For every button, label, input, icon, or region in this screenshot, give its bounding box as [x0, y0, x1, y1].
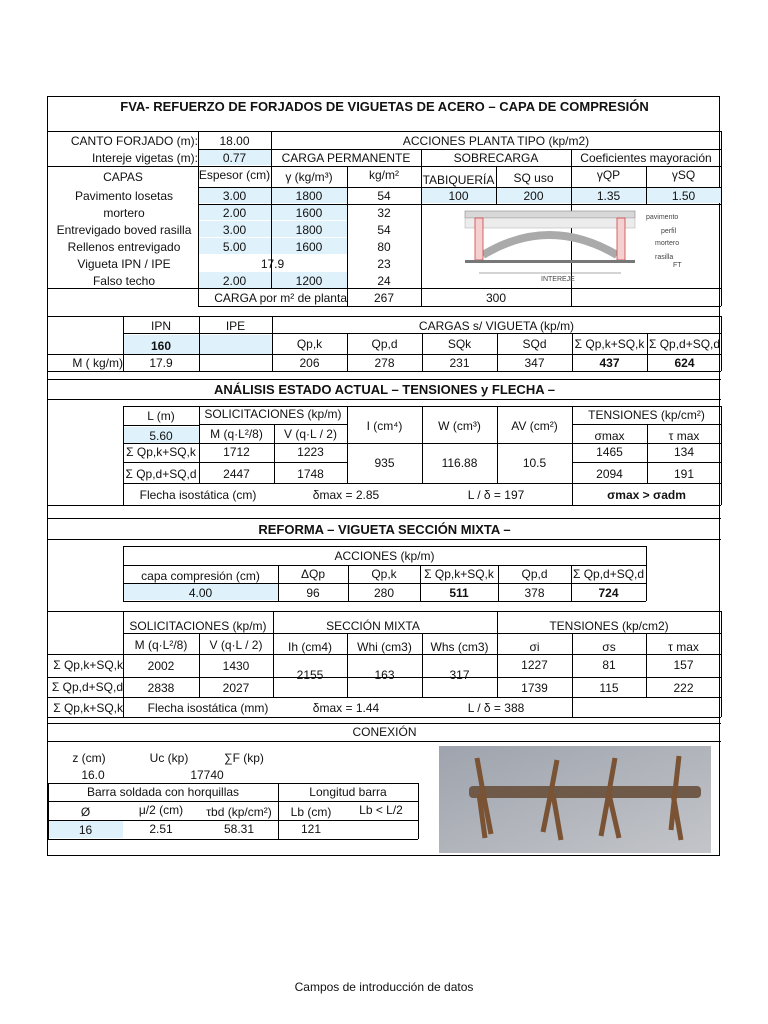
- grid-line: [123, 546, 646, 547]
- w-head: W (cm³): [438, 419, 481, 433]
- grid-line: [48, 316, 721, 317]
- grid-line: [123, 425, 199, 426]
- grid-line: [721, 131, 722, 306]
- gsq-head: γSQ: [671, 168, 696, 182]
- layer-espesor[interactable]: 2.00: [222, 274, 247, 288]
- ipn-head: IPN: [150, 319, 171, 333]
- diagram-label: INTEREJE: [541, 276, 575, 283]
- layer-kg: 32: [377, 206, 391, 220]
- av-head: AV (cm²): [511, 419, 558, 433]
- grid-line: [347, 633, 348, 697]
- whs-head: Whs (cm3): [430, 640, 489, 654]
- gqp-head: γQP: [596, 168, 621, 182]
- grid-line: [646, 166, 647, 204]
- grid-line: [123, 583, 646, 584]
- analisis-value: 1465: [596, 445, 623, 459]
- analisis-value: 1712: [223, 445, 250, 459]
- diagram-label: FT: [673, 262, 682, 269]
- whi-head: Whi (cm3): [357, 640, 412, 654]
- squso-value[interactable]: 200: [523, 189, 544, 203]
- i-head: I (cm⁴): [366, 419, 403, 433]
- whs-value: 317: [449, 668, 470, 682]
- layer-espesor[interactable]: 3.00: [222, 223, 247, 237]
- grid-line: [572, 333, 573, 371]
- m-value: 17.9: [149, 356, 173, 370]
- grid-line: [347, 166, 348, 306]
- flecha-row-label: Σ Qp,k+SQ,k: [53, 701, 123, 715]
- carga-value: 231: [449, 356, 470, 370]
- barra-head: Barra soldada con horquillas: [86, 785, 240, 799]
- reforma-value: 1227: [521, 658, 548, 672]
- grid-line: [48, 288, 721, 289]
- phi-head: Ø: [80, 805, 91, 819]
- tabiqueria-head: TABIQUERÍA: [422, 173, 495, 187]
- espesor-head: Espesor (cm): [198, 168, 271, 182]
- sobrecarga: SOBRECARGA: [453, 151, 539, 165]
- grid-line: [48, 371, 721, 372]
- z-value: 16.0: [81, 768, 105, 782]
- solicitaciones-head: SOLICITACIONES (kp/m): [129, 619, 267, 633]
- coeficientes: Coeficientes mayoración: [580, 151, 712, 165]
- grid-line: [422, 406, 423, 483]
- grid-line: [272, 316, 273, 371]
- grid-line: [48, 839, 418, 840]
- grid-line: [721, 611, 722, 717]
- analisis-value: 134: [673, 445, 695, 459]
- squso-head: SQ uso: [513, 171, 554, 185]
- reforma-value: 724: [598, 586, 619, 600]
- layer-gamma[interactable]: 1600: [295, 206, 323, 220]
- grid-line: [123, 546, 124, 601]
- tensiones-head: TENSIONES (kp/cm²): [588, 408, 705, 422]
- reforma-value: 81: [602, 658, 616, 672]
- grid-line: [572, 406, 573, 505]
- layer-name: Pavimento losetas: [74, 189, 174, 203]
- grid-line: [48, 611, 721, 612]
- reforma-value: 115: [599, 681, 619, 695]
- tensiones-head: TENSIONES (kp/cm2): [549, 619, 669, 633]
- grid-line: [571, 306, 721, 307]
- grid-line: [571, 565, 572, 601]
- layer-gamma[interactable]: 1800: [295, 223, 323, 237]
- grid-line: [278, 565, 279, 601]
- grid-line: [646, 633, 647, 697]
- grid-line: [496, 166, 497, 204]
- grid-line: [273, 611, 274, 697]
- check-value: σmax > σadm: [607, 488, 686, 502]
- grid-line: [48, 783, 49, 839]
- grid-line: [199, 424, 347, 425]
- reforma-value: 378: [524, 586, 545, 600]
- v-head: V (q·L / 2): [209, 638, 263, 652]
- tmax-head: τ max: [668, 640, 699, 654]
- welded-bar-photo: [439, 746, 711, 853]
- seccion-mixta-head: SECCIÓN MIXTA: [326, 619, 420, 633]
- phi-value[interactable]: 16: [78, 823, 93, 837]
- grid-line: [347, 333, 348, 371]
- grid-line: [198, 149, 721, 150]
- flecha-label: Flecha isostática (mm): [147, 701, 269, 715]
- acciones-head: ACCIONES (kp/m): [334, 549, 435, 563]
- kgm2-head: kg/m²: [369, 168, 399, 182]
- grid-line: [48, 654, 721, 655]
- carga-planta-label: CARGA por m² de planta: [214, 291, 347, 305]
- analisis-value: 1223: [297, 445, 324, 459]
- grid-line: [497, 406, 498, 483]
- i-value: 935: [374, 456, 395, 470]
- row1-label: Σ Qp,k+SQ,k: [126, 445, 196, 459]
- intereje-value[interactable]: 0.77: [222, 151, 247, 165]
- ih-head: Ih (cm4): [287, 640, 332, 654]
- carga-head: SQd: [522, 337, 547, 351]
- tmax-head: τ max: [668, 429, 700, 443]
- grid-line: [48, 723, 721, 724]
- row2-label: Σ Qp,d+SQ,d: [51, 680, 123, 694]
- grid-line: [48, 801, 418, 802]
- grid-line: [647, 333, 648, 371]
- grid-line: [421, 149, 422, 306]
- diagram-label: rasilla: [655, 254, 674, 261]
- delta-value: δmax = 2.85: [312, 488, 380, 502]
- reforma-value: 222: [673, 681, 694, 695]
- ipn-value[interactable]: 160: [150, 339, 172, 353]
- cargas-header: CARGAS s/ VIGUETA (kp/m): [418, 319, 575, 333]
- lb-value: 121: [300, 822, 322, 836]
- grid-line: [48, 166, 198, 167]
- tabiqueria-value[interactable]: 100: [448, 189, 469, 203]
- ipe-input[interactable]: [199, 335, 272, 355]
- reforma-value: 1739: [521, 681, 548, 695]
- layer-name: mortero: [103, 206, 145, 220]
- layer-kg: 24: [377, 274, 391, 288]
- calculation-sheet: [47, 96, 720, 856]
- diagram-label: perfil: [661, 228, 677, 235]
- carga-value: 206: [299, 356, 320, 370]
- gamma-head: γ (kg/m³): [285, 170, 333, 184]
- capa-label: capa compresión (cm): [141, 569, 260, 583]
- grid-line: [347, 406, 348, 483]
- ss-head: σs: [602, 640, 616, 654]
- grid-line: [348, 565, 349, 601]
- grid-line: [48, 677, 721, 678]
- grid-line: [198, 204, 721, 205]
- analisis-value: 1748: [297, 467, 324, 481]
- reforma-value: 2002: [147, 659, 175, 673]
- grid-line: [271, 131, 272, 288]
- m-head: M (q·L²/8): [210, 427, 263, 441]
- reforma-value: 511: [449, 586, 469, 600]
- carga-planta-sob: 300: [485, 291, 507, 305]
- grid-line: [274, 424, 275, 483]
- grid-line: [199, 316, 200, 371]
- grid-line: [199, 406, 200, 483]
- ipe-head: IPE: [225, 319, 246, 333]
- reforma-value: 2027: [222, 681, 250, 695]
- page-title: FVA- REFUERZO DE FORJADOS DE VIGUETAS DE ACERO – CAPA DE COMPRESIÓN: [120, 99, 649, 114]
- grid-line: [647, 424, 648, 483]
- w-value: 116.88: [441, 456, 478, 470]
- reforma-head: Σ Qp,d+SQ,d: [572, 567, 645, 581]
- layer-kg: 54: [377, 223, 391, 237]
- grid-line: [278, 783, 279, 839]
- carga-planta-perm: 267: [373, 291, 395, 305]
- layer-name: Entrevigado boved rasilla: [56, 223, 192, 237]
- grid-line: [422, 333, 423, 371]
- grid-line: [498, 565, 499, 601]
- mu-value: 2.51: [149, 822, 173, 836]
- footer-note: Campos de introducción de datos: [294, 980, 474, 994]
- layer-kg: 54: [377, 189, 391, 203]
- carga-value: 278: [374, 356, 395, 370]
- grid-line: [198, 131, 199, 306]
- grid-line: [418, 783, 419, 839]
- intereje-label: Intereje vigetas (m):: [91, 151, 198, 165]
- layer-name: Falso techo: [92, 274, 156, 288]
- grid-line: [48, 539, 721, 540]
- grid-line: [48, 783, 418, 784]
- l-value[interactable]: 5.60: [149, 429, 173, 443]
- grid-line: [48, 379, 721, 380]
- conexion-title: CONEXIÓN: [352, 725, 417, 739]
- canto-label: CANTO FORJADO (m):: [70, 134, 198, 148]
- grid-line: [646, 546, 647, 601]
- mu-head: μ/2 (cm): [138, 803, 184, 817]
- m-label: M ( kg/m): [72, 356, 123, 370]
- reforma-value: 96: [306, 586, 320, 600]
- grid-line: [123, 601, 646, 602]
- carga-head: Qp,k: [296, 337, 323, 351]
- grid-line: [123, 406, 124, 505]
- grid-line: [497, 333, 498, 371]
- layer-espesor[interactable]: 17.9: [260, 257, 285, 271]
- grid-line: [48, 131, 721, 132]
- canto-value[interactable]: 18.00: [219, 134, 250, 148]
- grid-line: [123, 316, 124, 371]
- sf-head: ∑F (kp): [224, 751, 264, 765]
- grid-line: [48, 354, 721, 355]
- carga-value: 437: [599, 356, 620, 370]
- lb-check: Lb < L/2: [359, 803, 403, 817]
- gqp-value[interactable]: 1.35: [596, 189, 621, 203]
- carga-permanente: CARGA PERMANENTE: [281, 151, 411, 165]
- m-head: M (q·L²/8): [134, 638, 188, 652]
- layer-kg: 80: [377, 240, 391, 254]
- grid-line: [48, 518, 721, 519]
- carga-value: 347: [524, 356, 545, 370]
- grid-line: [48, 505, 721, 506]
- row2-label: Σ Qp,d+SQ,d: [125, 467, 197, 481]
- carga-head: SQk: [447, 337, 472, 351]
- reforma-head: Σ Qp,k+SQ,k: [424, 567, 494, 581]
- ratio-value: L / δ = 388: [467, 701, 525, 715]
- grid-line: [497, 611, 498, 697]
- delta-value: δmax = 1.44: [312, 701, 380, 715]
- solicitaciones-head: SOLICITACIONES (kp/m): [204, 407, 342, 421]
- longitud-head: Longitud barra: [309, 785, 387, 799]
- analisis-value: 2094: [596, 467, 623, 481]
- grid-line: [48, 717, 721, 718]
- reforma-title: REFORMA – VIGUETA SECCIÓN MIXTA –: [258, 522, 511, 537]
- analisis-value: 191: [673, 467, 695, 481]
- grid-line: [123, 611, 124, 717]
- layer-espesor[interactable]: 3.00: [222, 189, 247, 203]
- analisis-title: ANÁLISIS ESTADO ACTUAL – TENSIONES y FLECHA –: [214, 382, 555, 397]
- grid-line: [123, 462, 347, 463]
- si-head: σi: [529, 640, 540, 654]
- layer-gamma[interactable]: 1600: [295, 240, 323, 254]
- layer-gamma[interactable]: 1200: [295, 274, 323, 288]
- reforma-head: Qp,k: [371, 567, 397, 581]
- grid-line: [48, 697, 721, 698]
- grid-line: [48, 399, 721, 400]
- grid-line: [420, 565, 421, 601]
- reforma-head: ΔQp: [300, 567, 326, 581]
- carga-head: Σ Qp,d+SQ,d: [648, 337, 721, 351]
- grid-line: [198, 166, 721, 167]
- whi-value: 163: [374, 668, 395, 682]
- grid-line: [422, 633, 423, 697]
- av-value: 10.5: [522, 456, 547, 470]
- reforma-value: 1430: [222, 659, 250, 673]
- z-head: z (cm): [72, 751, 106, 765]
- flecha-label: Flecha isostática (cm): [139, 488, 257, 502]
- layer-name: Rellenos entrevigado: [67, 240, 181, 254]
- grid-line: [123, 565, 646, 566]
- analisis-value: 2447: [223, 467, 250, 481]
- layer-espesor[interactable]: 2.00: [222, 206, 247, 220]
- capas-head: CAPAS: [103, 170, 143, 184]
- layer-kg: 23: [377, 257, 391, 271]
- layer-name: Vigueta IPN / IPE: [77, 257, 171, 271]
- ih-value: 2155: [296, 668, 324, 682]
- carga-value: 624: [674, 356, 695, 370]
- v-head: V (q·L / 2): [284, 427, 337, 441]
- carga-head: Qp,d: [371, 337, 398, 351]
- ratio-value: L / δ = 197: [467, 488, 525, 502]
- reforma-value: 2838: [147, 681, 175, 695]
- grid-line: [721, 406, 722, 505]
- grid-line: [123, 483, 721, 484]
- grid-line: [721, 316, 722, 371]
- tbd-head: τbd (kp/cm²): [206, 805, 272, 819]
- row1-label: Σ Qp,k+SQ,k: [53, 658, 123, 672]
- grid-line: [572, 633, 573, 717]
- capa-value[interactable]: 4.00: [188, 586, 213, 600]
- grid-line: [198, 187, 721, 188]
- reforma-value: 157: [673, 658, 694, 672]
- layer-gamma[interactable]: 1800: [295, 189, 323, 203]
- diagram-label: pavimento: [646, 214, 679, 221]
- diagram-label: mortero: [655, 240, 680, 247]
- sf-value: 17740: [190, 768, 224, 782]
- carga-head: Σ Qp,k+SQ,k: [574, 337, 645, 351]
- grid-line: [199, 633, 200, 697]
- gsq-value[interactable]: 1.50: [671, 189, 696, 203]
- tbd-value: 58.31: [223, 822, 255, 836]
- layer-espesor[interactable]: 5.00: [222, 240, 247, 254]
- acciones-header: ACCIONES PLANTA TIPO (kp/m2): [402, 134, 590, 148]
- smax-head: σmax: [594, 429, 625, 443]
- grid-line: [48, 741, 721, 742]
- l-label: L (m): [147, 409, 175, 423]
- uc-head: Uc (kp): [149, 751, 189, 765]
- lb-head: Lb (cm): [290, 805, 332, 819]
- reforma-value: 280: [373, 586, 395, 600]
- reforma-head: Qp,d: [521, 567, 548, 581]
- grid-line: [48, 820, 418, 821]
